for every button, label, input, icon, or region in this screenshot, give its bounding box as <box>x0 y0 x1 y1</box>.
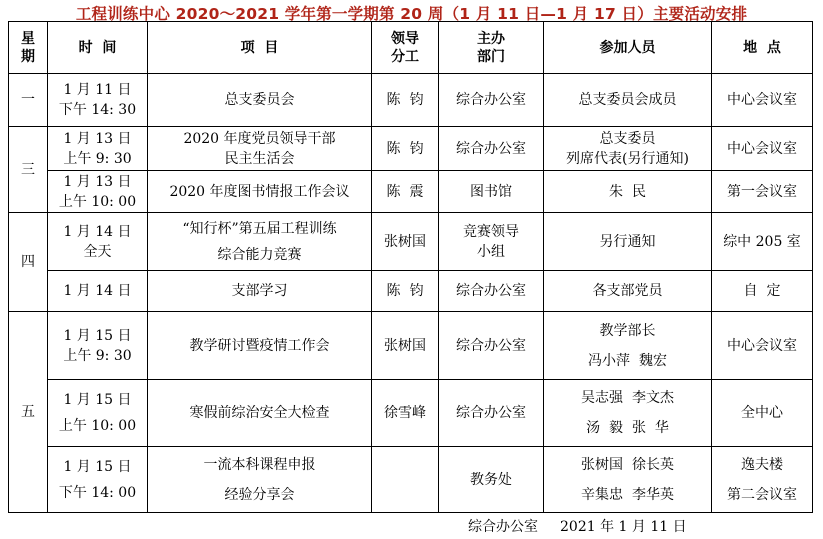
header-host <box>439 22 544 74</box>
header-participants: 参加人员 <box>544 22 712 74</box>
table-row <box>9 447 813 513</box>
leader-cell <box>372 447 439 513</box>
participants-cell <box>544 127 712 171</box>
leader-cell: 陈 钧 <box>372 127 439 171</box>
item-line: 寒假前综治安全大检查 <box>189 405 330 421</box>
time-line: 上午 10: 00 <box>58 193 137 210</box>
table-row <box>9 271 813 312</box>
item-cell <box>148 271 372 312</box>
location-line: 第一会议室 <box>727 183 797 200</box>
page-title: 工程训练中心 2020～2021 学年第一学期第 20 周（1 月 11 日—1 月 17 日）主要活动安排 <box>75 5 748 23</box>
location-line: 逸夫楼 <box>741 456 783 473</box>
header-item: 项 目 <box>148 22 372 74</box>
time-line: 1 月 11 日 <box>63 82 132 98</box>
location-cell <box>712 312 813 380</box>
host-line: 综合办公室 <box>456 92 526 108</box>
host-cell <box>439 380 544 447</box>
header-day-line: 星 <box>21 30 35 47</box>
item-cell <box>148 447 372 513</box>
table-row <box>9 74 813 127</box>
header-host-line: 主办 <box>477 30 505 47</box>
participants-line: 总支委员会成员 <box>578 92 677 108</box>
time-cell <box>48 271 148 312</box>
participants-line: 朱 民 <box>609 183 646 200</box>
time-line: 1 月 14 日 <box>63 283 132 299</box>
item-cell <box>148 380 372 447</box>
host-line: 综合办公室 <box>456 140 526 157</box>
location-cell <box>712 447 813 513</box>
time-line: 上午 10: 00 <box>58 418 137 434</box>
location-line: 第二会议室 <box>727 486 797 503</box>
time-line: 上午 9: 30 <box>63 150 132 167</box>
time-cell <box>48 213 148 271</box>
location-cell <box>712 271 813 312</box>
time-line: 1 月 15 日 <box>63 327 132 344</box>
item-line: 民主生活会 <box>224 150 295 167</box>
location-cell <box>712 74 813 127</box>
time-cell <box>48 74 148 127</box>
participants-cell <box>544 74 712 127</box>
day-cell: 三 <box>9 127 48 213</box>
host-cell <box>439 127 544 171</box>
participants-cell <box>544 213 712 271</box>
day-cell: 一 <box>9 74 48 127</box>
time-line: 1 月 14 日 <box>63 223 132 240</box>
leader-cell: 张树国 <box>372 213 439 271</box>
time-line: 1 月 15 日 <box>63 458 132 475</box>
host-cell <box>439 213 544 271</box>
item-cell <box>148 312 372 380</box>
participants-cell <box>544 271 712 312</box>
time-line: 1 月 13 日 <box>63 173 132 190</box>
time-line: 1 月 15 日 <box>63 392 132 408</box>
time-cell <box>48 171 148 213</box>
item-line: 综合能力竞赛 <box>217 246 302 263</box>
location-line: 综中 205 室 <box>723 233 801 250</box>
host-line: 图书馆 <box>470 183 512 200</box>
participants-line: 辛集忠 李华英 <box>581 486 674 503</box>
participants-line: 列席代表(另行通知) <box>566 150 689 167</box>
participants-cell <box>544 447 712 513</box>
participants-line: 教学部长 <box>599 322 656 339</box>
location-line: 中心会议室 <box>727 140 797 157</box>
location-cell <box>712 380 813 447</box>
leader-cell: 陈 钧 <box>372 74 439 127</box>
time-line: 下午 14: 00 <box>58 484 137 501</box>
item-cell <box>148 74 372 127</box>
location-line: 全中心 <box>741 405 783 421</box>
item-cell <box>148 171 372 213</box>
location-line: 中心会议室 <box>727 92 797 108</box>
location-cell <box>712 171 813 213</box>
time-line: 全天 <box>83 243 112 260</box>
header-time: 时 间 <box>48 22 148 74</box>
item-line: 2020 年度党员领导干部 <box>183 130 336 147</box>
time-cell <box>48 380 148 447</box>
host-cell <box>439 447 544 513</box>
leader-cell: 陈 钧 <box>372 271 439 312</box>
participants-line: 总支委员 <box>599 130 656 147</box>
host-line: 综合办公室 <box>456 337 526 354</box>
day-cell: 四 <box>9 213 48 312</box>
time-line: 1 月 13 日 <box>63 130 132 147</box>
participants-line: 冯小萍 魏宏 <box>588 352 667 369</box>
time-cell <box>48 127 148 171</box>
day-cell: 五 <box>9 312 48 513</box>
time-line: 下午 14: 30 <box>58 102 137 118</box>
table-row <box>9 171 813 213</box>
table-row <box>9 312 813 380</box>
item-line: 总支委员会 <box>224 92 295 108</box>
host-cell <box>439 74 544 127</box>
leader-cell: 张树国 <box>372 312 439 380</box>
host-line: 教务处 <box>470 471 512 488</box>
footer-office: 综合办公室 <box>468 519 538 535</box>
host-line: 综合办公室 <box>456 405 526 421</box>
table-row <box>9 127 813 171</box>
header-day-line: 期 <box>21 48 35 65</box>
host-cell <box>439 171 544 213</box>
leader-cell: 徐雪峰 <box>372 380 439 447</box>
header-leader-line: 领导 <box>391 30 419 47</box>
time-cell <box>48 312 148 380</box>
item-line: 2020 年度图书情报工作会议 <box>169 183 350 200</box>
item-cell <box>148 213 372 271</box>
location-cell <box>712 213 813 271</box>
schedule-table <box>8 21 813 513</box>
host-cell <box>439 271 544 312</box>
header-day <box>9 22 48 74</box>
participants-line: 汤 毅 张 华 <box>586 420 669 436</box>
table-row <box>9 213 813 271</box>
participants-cell <box>544 380 712 447</box>
item-line: 支部学习 <box>231 283 288 299</box>
footer-signature <box>468 516 709 536</box>
participants-cell <box>544 171 712 213</box>
item-line: 教学研讨暨疫情工作会 <box>189 337 330 354</box>
header-leader <box>372 22 439 74</box>
participants-line: 张树国 徐长英 <box>581 456 674 473</box>
table-row <box>9 380 813 447</box>
host-cell <box>439 312 544 380</box>
footer-date: 2021 年 1 月 11 日 <box>560 519 687 535</box>
location-cell <box>712 127 813 171</box>
participants-cell <box>544 312 712 380</box>
host-line: 竞赛领导 <box>463 223 519 240</box>
item-cell <box>148 127 372 171</box>
location-line: 自 定 <box>743 283 781 299</box>
header-leader-line: 分工 <box>391 48 419 65</box>
item-line: 一流本科课程申报 <box>203 456 316 473</box>
time-line: 上午 9: 30 <box>63 347 132 364</box>
header-host-line: 部门 <box>477 48 505 65</box>
participants-line: 吴志强 李文杰 <box>581 390 674 406</box>
header-location: 地 点 <box>712 22 813 74</box>
location-line: 中心会议室 <box>727 337 797 354</box>
header-row <box>9 22 813 74</box>
host-line: 综合办公室 <box>456 283 526 299</box>
participants-line: 另行通知 <box>599 233 656 250</box>
time-cell <box>48 447 148 513</box>
host-line: 小组 <box>477 243 505 260</box>
participants-line: 各支部党员 <box>592 283 663 299</box>
item-line: 经验分享会 <box>224 486 295 503</box>
leader-cell: 陈 震 <box>372 171 439 213</box>
item-line: “知行杯”第五届工程训练 <box>182 220 337 237</box>
